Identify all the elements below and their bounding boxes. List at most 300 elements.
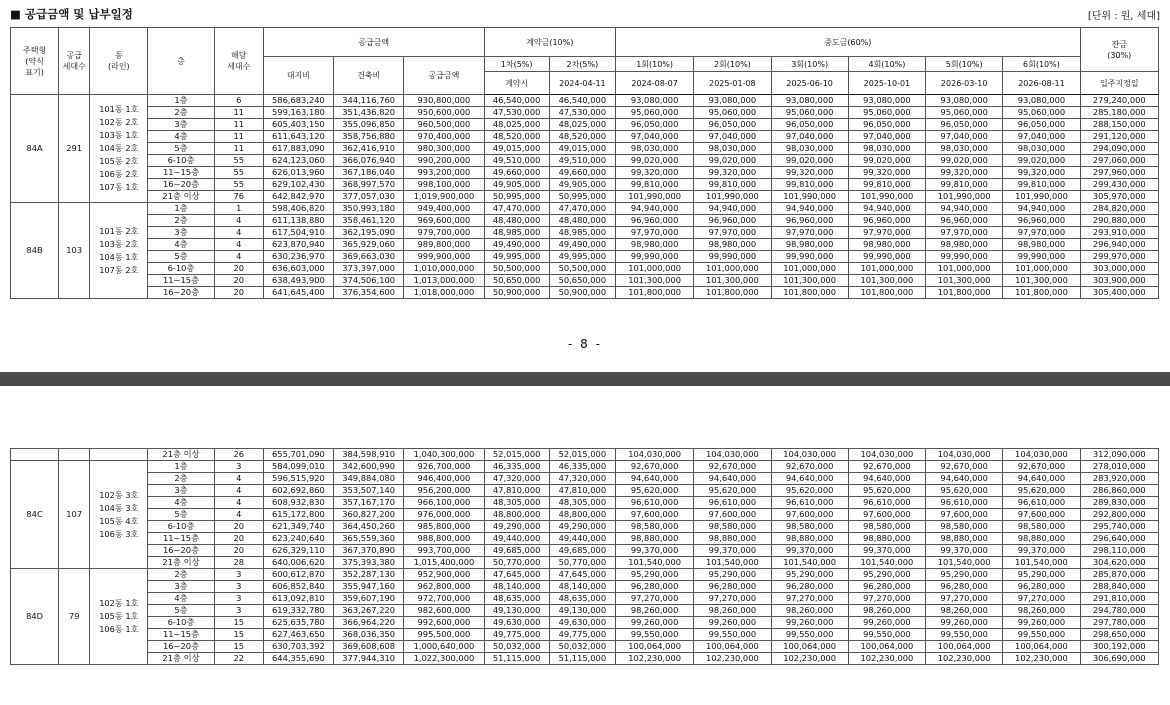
table-cell: 623,240,640 xyxy=(263,533,333,545)
table-cell: 625,635,780 xyxy=(263,617,333,629)
table-cell: 606,852,840 xyxy=(263,581,333,593)
table-cell: 98,030,000 xyxy=(1003,143,1080,155)
table-cell: 48,025,000 xyxy=(484,119,549,131)
table-cell: 366,076,940 xyxy=(334,155,404,167)
table-cell: 48,305,000 xyxy=(484,497,549,509)
table-cell: 97,270,000 xyxy=(771,593,848,605)
table-cell: 100,064,000 xyxy=(771,641,848,653)
table-cell: 655,701,090 xyxy=(263,449,333,461)
table-cell: 96,610,000 xyxy=(615,497,693,509)
type-cell: 84B xyxy=(11,203,59,299)
table-cell: 15 xyxy=(214,617,263,629)
table-cell: 96,610,000 xyxy=(926,497,1003,509)
table-cell: 49,905,000 xyxy=(484,179,549,191)
table-cell: 641,645,400 xyxy=(263,287,333,299)
table-cell: 95,620,000 xyxy=(615,485,693,497)
table-cell: 96,280,000 xyxy=(771,581,848,593)
table-cell: 1,018,000,000 xyxy=(404,287,484,299)
table-cell: 976,000,000 xyxy=(404,509,484,521)
table-cell: 96,610,000 xyxy=(848,497,925,509)
table-cell: 101,990,000 xyxy=(771,191,848,203)
table-cell: 291,120,000 xyxy=(1080,131,1158,143)
table-cell: 98,580,000 xyxy=(694,521,771,533)
unit-label: [단위 : 원, 세대] xyxy=(1087,11,1160,22)
table-cell: 584,099,010 xyxy=(263,461,333,473)
table-cell: 48,305,000 xyxy=(549,497,615,509)
table-cell: 617,504,910 xyxy=(263,227,333,239)
table-cell: 47,320,000 xyxy=(549,473,615,485)
table-cell: 49,130,000 xyxy=(549,605,615,617)
table-row xyxy=(11,617,1159,629)
table-cell: 98,260,000 xyxy=(1003,605,1080,617)
table-cell: 11 xyxy=(214,131,263,143)
table-cell: 101,990,000 xyxy=(1003,191,1080,203)
table-cell: 99,260,000 xyxy=(1003,617,1080,629)
table-cell: 353,507,140 xyxy=(334,485,404,497)
empty-cell xyxy=(59,449,90,461)
table-cell: 3 xyxy=(214,461,263,473)
table-cell: 99,810,000 xyxy=(926,179,1003,191)
table-cell: 49,775,000 xyxy=(484,629,549,641)
table-cell: 94,640,000 xyxy=(771,473,848,485)
table-cell: 48,635,000 xyxy=(549,593,615,605)
table-cell: 636,603,000 xyxy=(263,263,333,275)
table-cell: 1,040,300,000 xyxy=(404,449,484,461)
empty-cell xyxy=(90,449,148,461)
table-cell: 950,600,000 xyxy=(404,107,484,119)
table-cell: 48,480,000 xyxy=(484,215,549,227)
table-cell: 299,430,000 xyxy=(1080,179,1158,191)
table-cell: 49,510,000 xyxy=(549,155,615,167)
table-cell: 638,493,900 xyxy=(263,275,333,287)
table-cell: 96,280,000 xyxy=(1003,581,1080,593)
table-cell: 284,820,000 xyxy=(1080,203,1158,215)
table-cell: 98,260,000 xyxy=(771,605,848,617)
table-cell: 49,290,000 xyxy=(484,521,549,533)
table-row xyxy=(11,155,1159,167)
table-cell: 1,013,000,000 xyxy=(404,275,484,287)
table-cell: 99,990,000 xyxy=(771,251,848,263)
table-cell: 368,997,570 xyxy=(334,179,404,191)
table-cell: 93,080,000 xyxy=(771,95,848,107)
table-cell: 98,880,000 xyxy=(1003,533,1080,545)
table-cell: 98,980,000 xyxy=(1003,239,1080,251)
table-cell: 99,990,000 xyxy=(694,251,771,263)
table-cell: 104,030,000 xyxy=(771,449,848,461)
table-cell: 99,260,000 xyxy=(771,617,848,629)
table-cell: 99,810,000 xyxy=(694,179,771,191)
table-cell: 96,610,000 xyxy=(1003,497,1080,509)
table-cell: 101,000,000 xyxy=(771,263,848,275)
table-cell: 3 xyxy=(214,581,263,593)
table-cell: 96,050,000 xyxy=(615,119,693,131)
table-cell: 46,540,000 xyxy=(484,95,549,107)
table-cell: 49,490,000 xyxy=(484,239,549,251)
table-cell: 98,030,000 xyxy=(771,143,848,155)
dong-cell: 102동 1호 105동 1호 106동 1호 xyxy=(90,569,148,665)
table-cell: 990,200,000 xyxy=(404,155,484,167)
table-cell: 21층 이상 xyxy=(148,191,214,203)
table-cell: 304,620,000 xyxy=(1080,557,1158,569)
type-cell: 84D xyxy=(11,569,59,665)
table-cell: 101,800,000 xyxy=(615,287,693,299)
table-cell: 47,810,000 xyxy=(549,485,615,497)
header-type: 주택형 (약식 표기) xyxy=(11,28,59,95)
table-cell: 295,740,000 xyxy=(1080,521,1158,533)
table-cell: 99,320,000 xyxy=(848,167,925,179)
table-cell: 49,630,000 xyxy=(549,617,615,629)
table-cell: 99,320,000 xyxy=(1003,167,1080,179)
table-cell: 99,550,000 xyxy=(1003,629,1080,641)
table-cell: 95,290,000 xyxy=(694,569,771,581)
table-cell: 101,800,000 xyxy=(694,287,771,299)
table-cell: 11~15층 xyxy=(148,167,214,179)
table-cell: 52,015,000 xyxy=(549,449,615,461)
table-cell: 99,320,000 xyxy=(694,167,771,179)
table-cell: 99,810,000 xyxy=(771,179,848,191)
table-cell: 98,880,000 xyxy=(848,533,925,545)
table-cell: 98,030,000 xyxy=(926,143,1003,155)
table-cell: 100,064,000 xyxy=(615,641,693,653)
table-cell: 376,354,600 xyxy=(334,287,404,299)
table-cell: 1,022,300,000 xyxy=(404,653,484,665)
table-cell: 49,660,000 xyxy=(484,167,549,179)
table-cell: 95,060,000 xyxy=(848,107,925,119)
table-cell: 99,370,000 xyxy=(615,545,693,557)
table-cell: 95,290,000 xyxy=(848,569,925,581)
table-cell: 48,140,000 xyxy=(549,581,615,593)
table-cell: 617,883,090 xyxy=(263,143,333,155)
header-dep2-when: 2024-04-11 xyxy=(549,72,615,95)
table-cell: 96,280,000 xyxy=(926,581,1003,593)
table-cell: 101,540,000 xyxy=(771,557,848,569)
table-cell: 630,236,970 xyxy=(263,251,333,263)
table-cell: 97,270,000 xyxy=(694,593,771,605)
table-cell: 297,060,000 xyxy=(1080,155,1158,167)
table-cell: 99,370,000 xyxy=(694,545,771,557)
table-row xyxy=(11,641,1159,653)
table-cell: 48,985,000 xyxy=(484,227,549,239)
table-cell: 365,559,360 xyxy=(334,533,404,545)
table-cell: 104,030,000 xyxy=(848,449,925,461)
table-cell: 297,780,000 xyxy=(1080,617,1158,629)
table-cell: 11 xyxy=(214,107,263,119)
table-cell: 299,970,000 xyxy=(1080,251,1158,263)
table-cell: 50,500,000 xyxy=(484,263,549,275)
table-cell: 366,964,220 xyxy=(334,617,404,629)
dong-cell: 101동 1호 102동 2호 103동 1호 104동 2호 105동 2호 106동 2호 107동 1호 xyxy=(90,95,148,203)
table-cell: 377,057,030 xyxy=(334,191,404,203)
table-cell: 49,015,000 xyxy=(484,143,549,155)
table-cell: 98,030,000 xyxy=(848,143,925,155)
table-cell: 4 xyxy=(214,497,263,509)
table-cell: 97,600,000 xyxy=(848,509,925,521)
header-mid-1: 1회(10%) xyxy=(615,57,693,72)
table-cell: 993,700,000 xyxy=(404,545,484,557)
table-cell: 279,240,000 xyxy=(1080,95,1158,107)
table-row xyxy=(11,461,1159,473)
table-cell: 104,030,000 xyxy=(694,449,771,461)
table-cell: 99,990,000 xyxy=(1003,251,1080,263)
header-mid-date-2: 2025-01-08 xyxy=(694,72,771,95)
table-cell: 605,403,150 xyxy=(263,119,333,131)
table-cell: 22 xyxy=(214,653,263,665)
table-cell: 46,540,000 xyxy=(549,95,615,107)
table-cell: 384,598,910 xyxy=(334,449,404,461)
table-cell: 365,929,060 xyxy=(334,239,404,251)
table-cell: 626,013,960 xyxy=(263,167,333,179)
header-balance: 잔금 (30%) xyxy=(1080,28,1158,72)
table-cell: 104,030,000 xyxy=(926,449,1003,461)
table-cell: 97,600,000 xyxy=(1003,509,1080,521)
table-cell: 621,349,740 xyxy=(263,521,333,533)
table-cell: 15 xyxy=(214,629,263,641)
table-cell: 46,335,000 xyxy=(484,461,549,473)
price-table-page-8 xyxy=(10,27,1159,299)
table-cell: 95,620,000 xyxy=(694,485,771,497)
table-cell: 52,015,000 xyxy=(484,449,549,461)
table-row xyxy=(11,167,1159,179)
table-cell: 608,932,830 xyxy=(263,497,333,509)
table-cell: 95,060,000 xyxy=(771,107,848,119)
table-row xyxy=(11,605,1159,617)
table-cell: 98,260,000 xyxy=(848,605,925,617)
table-row xyxy=(11,95,1159,107)
table-cell: 367,186,040 xyxy=(334,167,404,179)
header-dep1: 1차(5%) xyxy=(484,57,549,72)
header-price: 공급금액 xyxy=(263,28,484,57)
table-cell: 988,800,000 xyxy=(404,533,484,545)
table-cell: 98,260,000 xyxy=(694,605,771,617)
table-cell: 50,900,000 xyxy=(484,287,549,299)
table-cell: 49,510,000 xyxy=(484,155,549,167)
header-mid-date-1: 2024-08-07 xyxy=(615,72,693,95)
table-cell: 28 xyxy=(214,557,263,569)
table-cell: 350,993,180 xyxy=(334,203,404,215)
table-cell: 630,703,392 xyxy=(263,641,333,653)
table-row xyxy=(11,557,1159,569)
table-cell: 292,800,000 xyxy=(1080,509,1158,521)
table-cell: 99,320,000 xyxy=(771,167,848,179)
table-cell: 359,607,190 xyxy=(334,593,404,605)
table-cell: 99,810,000 xyxy=(615,179,693,191)
table-cell: 300,192,000 xyxy=(1080,641,1158,653)
table-cell: 96,050,000 xyxy=(926,119,1003,131)
table-cell: 47,530,000 xyxy=(484,107,549,119)
table-cell: 96,280,000 xyxy=(615,581,693,593)
group-84B xyxy=(11,203,1159,299)
table-cell: 989,800,000 xyxy=(404,239,484,251)
table-cell: 92,670,000 xyxy=(926,461,1003,473)
table-cell: 97,040,000 xyxy=(926,131,1003,143)
table-cell: 99,260,000 xyxy=(615,617,693,629)
table-cell: 355,096,850 xyxy=(334,119,404,131)
empty-cell xyxy=(11,449,59,461)
header-mid-date-6: 2026-08-11 xyxy=(1003,72,1080,95)
table-cell: 101,540,000 xyxy=(615,557,693,569)
table-cell: 930,800,000 xyxy=(404,95,484,107)
table-cell: 97,040,000 xyxy=(694,131,771,143)
table-cell: 97,600,000 xyxy=(694,509,771,521)
table-cell: 352,287,130 xyxy=(334,569,404,581)
table-cell: 102,230,000 xyxy=(694,653,771,665)
table-cell: 288,150,000 xyxy=(1080,119,1158,131)
table-cell: 344,116,760 xyxy=(334,95,404,107)
table-cell: 101,990,000 xyxy=(615,191,693,203)
table-cell: 98,260,000 xyxy=(926,605,1003,617)
table-cell: 3층 xyxy=(148,227,214,239)
table-row xyxy=(11,509,1159,521)
table-cell: 98,580,000 xyxy=(1003,521,1080,533)
table-cell: 96,050,000 xyxy=(848,119,925,131)
table-cell: 48,635,000 xyxy=(484,593,549,605)
table-cell: 99,260,000 xyxy=(848,617,925,629)
table-cell: 98,880,000 xyxy=(694,533,771,545)
table-cell: 93,080,000 xyxy=(926,95,1003,107)
header-dep1-when: 계약시 xyxy=(484,72,549,95)
table-cell: 629,102,430 xyxy=(263,179,333,191)
table-cell: 55 xyxy=(214,155,263,167)
table-cell: 296,640,000 xyxy=(1080,533,1158,545)
header-mid-date-4: 2025-10-01 xyxy=(848,72,925,95)
type-cell: 84C xyxy=(11,461,59,569)
table-cell: 615,172,800 xyxy=(263,509,333,521)
table-cell: 101,300,000 xyxy=(771,275,848,287)
table-cell: 101,000,000 xyxy=(926,263,1003,275)
table-cell: 47,470,000 xyxy=(549,203,615,215)
table-cell: 5층 xyxy=(148,251,214,263)
table-cell: 962,800,000 xyxy=(404,581,484,593)
table-cell: 46,335,000 xyxy=(549,461,615,473)
table-cell: 95,060,000 xyxy=(694,107,771,119)
header-middle: 중도금(60%) xyxy=(615,28,1080,57)
table-cell: 101,300,000 xyxy=(1003,275,1080,287)
table-cell: 1 xyxy=(214,203,263,215)
table-cell: 50,650,000 xyxy=(549,275,615,287)
table-cell: 985,800,000 xyxy=(404,521,484,533)
table-cell: 99,020,000 xyxy=(694,155,771,167)
table-cell: 47,810,000 xyxy=(484,485,549,497)
table-cell: 99,550,000 xyxy=(926,629,1003,641)
table-cell: 97,970,000 xyxy=(926,227,1003,239)
table-cell: 47,470,000 xyxy=(484,203,549,215)
group-84A xyxy=(11,95,1159,203)
table-cell: 101,990,000 xyxy=(848,191,925,203)
table-cell: 92,670,000 xyxy=(848,461,925,473)
table-cell: 613,092,810 xyxy=(263,593,333,605)
table-cell: 96,050,000 xyxy=(694,119,771,131)
table-cell: 627,463,650 xyxy=(263,629,333,641)
table-cell: 373,397,000 xyxy=(334,263,404,275)
header-deposit: 계약금(10%) xyxy=(484,28,615,57)
table-cell: 76 xyxy=(214,191,263,203)
table-cell: 94,940,000 xyxy=(694,203,771,215)
section-title: ■ 공급금액 및 납부일정 xyxy=(10,7,133,21)
supply-cell: 107 xyxy=(59,461,90,569)
table-cell: 94,940,000 xyxy=(1003,203,1080,215)
table-cell: 626,329,110 xyxy=(263,545,333,557)
table-cell: 369,608,608 xyxy=(334,641,404,653)
table-cell: 946,400,000 xyxy=(404,473,484,485)
table-row xyxy=(11,131,1159,143)
table-row xyxy=(11,629,1159,641)
table-cell: 50,032,000 xyxy=(484,641,549,653)
table-cell: 49,290,000 xyxy=(549,521,615,533)
table-cell: 95,290,000 xyxy=(615,569,693,581)
table-cell: 101,300,000 xyxy=(926,275,1003,287)
table-cell: 599,163,180 xyxy=(263,107,333,119)
table-cell: 6 xyxy=(214,95,263,107)
table-cell: 99,550,000 xyxy=(694,629,771,641)
table-cell: 97,970,000 xyxy=(694,227,771,239)
table-cell: 95,060,000 xyxy=(1003,107,1080,119)
table-cell: 95,620,000 xyxy=(771,485,848,497)
table-cell: 3층 xyxy=(148,485,214,497)
table-cell: 283,920,000 xyxy=(1080,473,1158,485)
table-cell: 4층 xyxy=(148,497,214,509)
table-cell: 99,370,000 xyxy=(926,545,1003,557)
carry-over-row xyxy=(11,449,1159,461)
table-cell: 98,980,000 xyxy=(694,239,771,251)
table-cell: 100,064,000 xyxy=(1003,641,1080,653)
table-cell: 362,416,910 xyxy=(334,143,404,155)
table-cell: 99,020,000 xyxy=(771,155,848,167)
table-row xyxy=(11,191,1159,203)
table-cell: 278,010,000 xyxy=(1080,461,1158,473)
table-cell: 95,620,000 xyxy=(1003,485,1080,497)
table-cell: 16~20층 xyxy=(148,545,214,557)
header-supply: 공급 세대수 xyxy=(59,28,90,95)
table-cell: 96,610,000 xyxy=(771,497,848,509)
table-cell: 102,230,000 xyxy=(926,653,1003,665)
table-cell: 980,300,000 xyxy=(404,143,484,155)
table-cell: 611,643,120 xyxy=(263,131,333,143)
table-cell: 97,270,000 xyxy=(1003,593,1080,605)
table-cell: 99,370,000 xyxy=(1003,545,1080,557)
table-cell: 100,064,000 xyxy=(848,641,925,653)
table-row xyxy=(11,497,1159,509)
table-cell: 92,670,000 xyxy=(615,461,693,473)
table-cell: 342,600,990 xyxy=(334,461,404,473)
table-cell: 95,620,000 xyxy=(926,485,1003,497)
table-cell: 101,540,000 xyxy=(848,557,925,569)
table-cell: 598,406,820 xyxy=(263,203,333,215)
table-cell: 94,940,000 xyxy=(848,203,925,215)
table-cell: 49,490,000 xyxy=(549,239,615,251)
table-cell: 11 xyxy=(214,143,263,155)
table-cell: 992,600,000 xyxy=(404,617,484,629)
table-cell: 96,280,000 xyxy=(694,581,771,593)
table-cell: 95,290,000 xyxy=(1003,569,1080,581)
table-cell: 99,020,000 xyxy=(1003,155,1080,167)
table-cell: 926,700,000 xyxy=(404,461,484,473)
table-cell: 298,110,000 xyxy=(1080,545,1158,557)
table-cell: 3 xyxy=(214,605,263,617)
table-cell: 99,020,000 xyxy=(926,155,1003,167)
table-cell: 21층 이상 xyxy=(148,653,214,665)
table-cell: 640,006,620 xyxy=(263,557,333,569)
table-cell: 21층 이상 xyxy=(148,557,214,569)
table-cell: 101,540,000 xyxy=(1003,557,1080,569)
table-cell: 102,230,000 xyxy=(1003,653,1080,665)
table-cell: 305,970,000 xyxy=(1080,191,1158,203)
table-cell: 363,267,220 xyxy=(334,605,404,617)
table-cell: 5층 xyxy=(148,509,214,521)
table-cell: 101,540,000 xyxy=(694,557,771,569)
table-cell: 291,810,000 xyxy=(1080,593,1158,605)
table-cell: 99,990,000 xyxy=(615,251,693,263)
table-cell: 96,960,000 xyxy=(694,215,771,227)
